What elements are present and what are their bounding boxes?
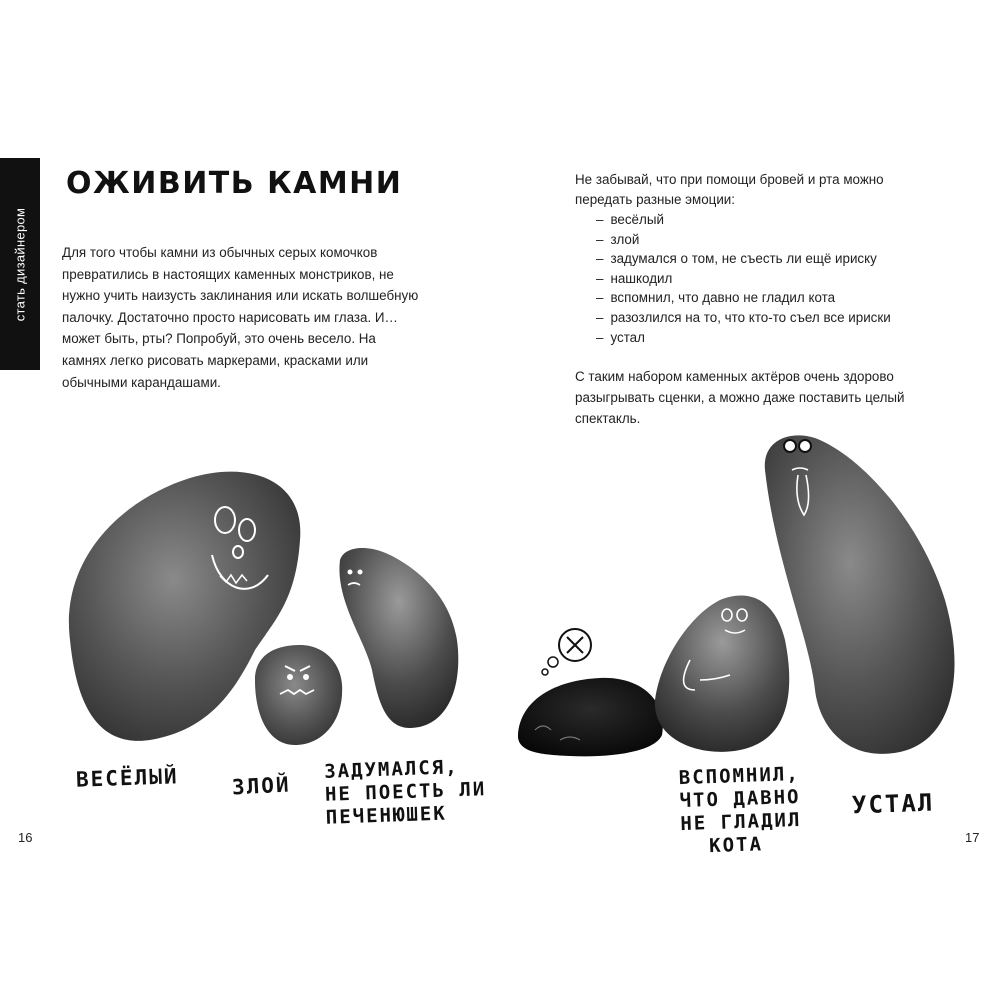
emotion-item: – нашкодил	[596, 269, 891, 289]
caption-line: ЗАДУМАЛСЯ,	[323, 756, 459, 783]
emotion-item: – весёлый	[596, 210, 891, 230]
emotion-item: – разозлился на то, что кто-то съел все ириски	[596, 308, 891, 328]
caption-angry: ЗЛОЙ	[231, 772, 292, 800]
page-title: ОЖИВИТЬ КАМНИ	[66, 166, 403, 201]
caption-tired: УСТАЛ	[851, 788, 935, 820]
caption-line: КОТА	[708, 833, 764, 858]
caption-line: ЧТО ДАВНО	[679, 785, 801, 813]
emotion-item: – задумался о том, не съесть ли ещё ириску	[596, 249, 891, 269]
emotion-item: – злой	[596, 230, 891, 250]
page-number-left: 16	[18, 830, 33, 845]
side-tab-label: стать дизайнером	[12, 207, 28, 321]
page-number-right: 17	[965, 830, 980, 845]
emotion-item: – вспомнил, что давно не гладил кота	[596, 288, 891, 308]
caption-line: НЕ ГЛАДИЛ	[680, 808, 802, 836]
caption-remember	[678, 763, 802, 859]
section-side-tab	[0, 158, 40, 370]
intro-paragraph: Для того чтобы камни из обычных серых комочков превратились в настоящих каменных монстриков, не нужно учить наизусть заклинания или искать волшебную палочку. Достаточно просто нарисовать им глаза. И… может быть, рты? Попробуй, это очень весело. На камнях легко рисовать маркерами, красками или обычными карандашами.	[62, 245, 419, 390]
outro-paragraph: С таким набором каменных актёров очень здорово разыгрывать сценки, а можно даже поставить целый спектакль.	[575, 369, 905, 426]
caption-line: НЕ ПОЕСТЬ ЛИ	[324, 778, 487, 806]
emotions-list	[596, 210, 891, 347]
emotions-intro: Не забывай, что при помощи бровей и рта можно передать разные эмоции:	[575, 172, 884, 207]
caption-line: ВСПОМНИЛ,	[678, 762, 801, 790]
caption-thinking	[324, 755, 488, 830]
caption-line: ПЕЧЕНЮШЕК	[325, 802, 448, 829]
emotion-item: – устал	[596, 328, 891, 348]
caption-happy: ВЕСЁЛЫЙ	[75, 764, 179, 792]
